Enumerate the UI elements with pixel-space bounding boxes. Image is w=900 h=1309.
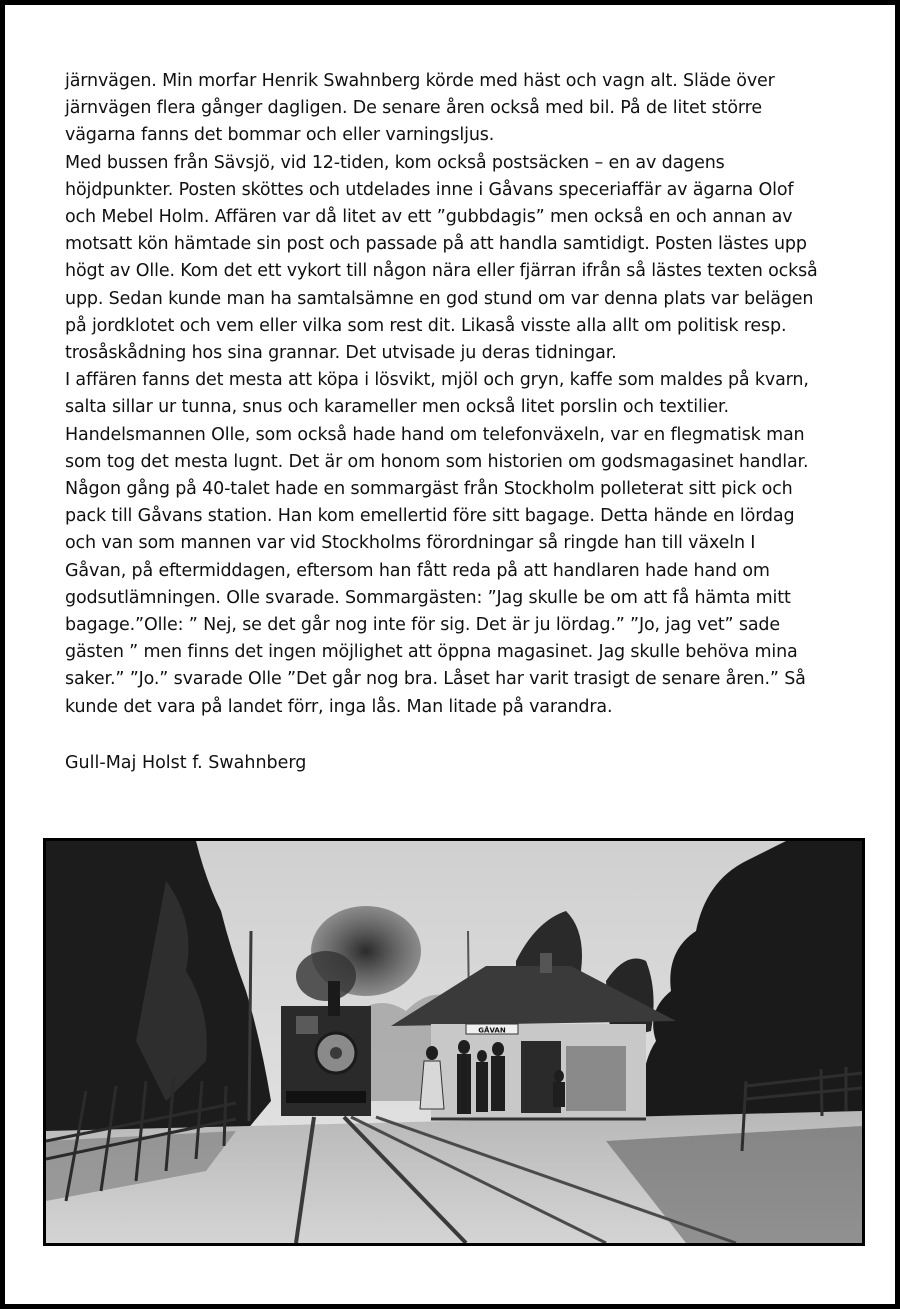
text-line: järnvägen. Min morfar Henrik Swahnberg körde med häst och vagn alt. Släde över xyxy=(65,71,775,91)
article-body xyxy=(65,68,865,721)
text-line: som tog det mesta lugnt. Det är om honom som historien om godsmagasinet handlar. xyxy=(65,451,809,472)
telegraph-pole xyxy=(249,931,251,1121)
text-line: höjdpunkter. Posten sköttes och utdelades inne i Gåvans speceriaffär av ägarna Olof xyxy=(65,179,794,200)
text-line: högt av Olle. Kom det ett vykort till någon nära eller fjärran ifrån så lästes texten också xyxy=(65,261,818,282)
text-line: vägarna fanns det bommar och eller varningsljus. xyxy=(65,125,495,146)
text-line: Handelsmannen Olle, som också hade hand om telefonväxeln, var en flegmatisk man xyxy=(65,424,805,445)
text-line: I affären fanns det mesta att köpa i lösvikt, mjöl och gryn, kaffe som maldes på kvarn, xyxy=(65,370,809,391)
paragraph-2 xyxy=(65,150,865,368)
locomotive-smoke xyxy=(296,951,356,1001)
text-line: på jordklotet och vem eller vilka som rest dit. Likaså visste alla allt om politisk resp. xyxy=(65,315,787,336)
station-sign: GÅVAN xyxy=(478,1026,506,1035)
text-line: och van som mannen var vid Stockholms förordningar så ringde han till växeln I xyxy=(65,533,756,554)
text-line: järnvägen flera gånger dagligen. De senare åren också med bil. På de litet större xyxy=(65,98,762,119)
railway-station-photo xyxy=(46,841,862,1243)
text-line: motsatt kön hämtade sin post och passade på att handla samtidigt. Posten lästes upp xyxy=(65,234,807,255)
paragraph-3 xyxy=(65,367,865,721)
text-line: Gåvan, på eftermiddagen, eftersom han fått reda på att handlaren hade hand om xyxy=(65,560,770,581)
text-line: pack till Gåvans station. Han kom emellertid före sitt bagage. Detta hände en lördag xyxy=(65,506,795,527)
text-line: och Mebel Holm. Affären var då litet av ett ”gubbdagis” men också en och annan av xyxy=(65,207,793,228)
paragraph-1 xyxy=(65,68,865,150)
text-line: godsutlämningen. Olle svarade. Sommargästen: ”Jag skulle be om att få hämta mitt xyxy=(65,587,791,608)
text-line: gästen ” men finns det ingen möjlighet att öppna magasinet. Jag skulle behöva mina xyxy=(65,642,798,663)
text-line: upp. Sedan kunde man ha samtalsämne en god stund om var denna plats var belägen xyxy=(65,288,814,309)
text-line: bagage.”Olle: ” Nej, se det går nog inte för sig. Det är ju lördag.” ”Jo, jag vet” sade xyxy=(65,615,781,636)
text-line: kunde det vara på landet förr, inga lås. Man litade på varandra. xyxy=(65,696,613,717)
historical-photo xyxy=(43,838,865,1246)
text-line: salta sillar ur tunna, snus och karameller men också litet porslin och textilier. xyxy=(65,397,729,418)
text-line: Någon gång på 40-talet hade en sommargäst från Stockholm polleterat sitt pick och xyxy=(65,479,793,500)
author-signature: Gull-Maj Holst f. Swahnberg xyxy=(65,753,307,773)
text-line: trosåskådning hos sina grannar. Det utvisade ju deras tidningar. xyxy=(65,343,617,364)
text-line: saker.” ”Jo.” svarade Olle ”Det går nog bra. Låset har varit trasigt de senare åren.” Så xyxy=(65,669,806,690)
text-line: Med bussen från Sävsjö, vid 12-tiden, kom också postsäcken – en av dagens xyxy=(65,152,725,173)
